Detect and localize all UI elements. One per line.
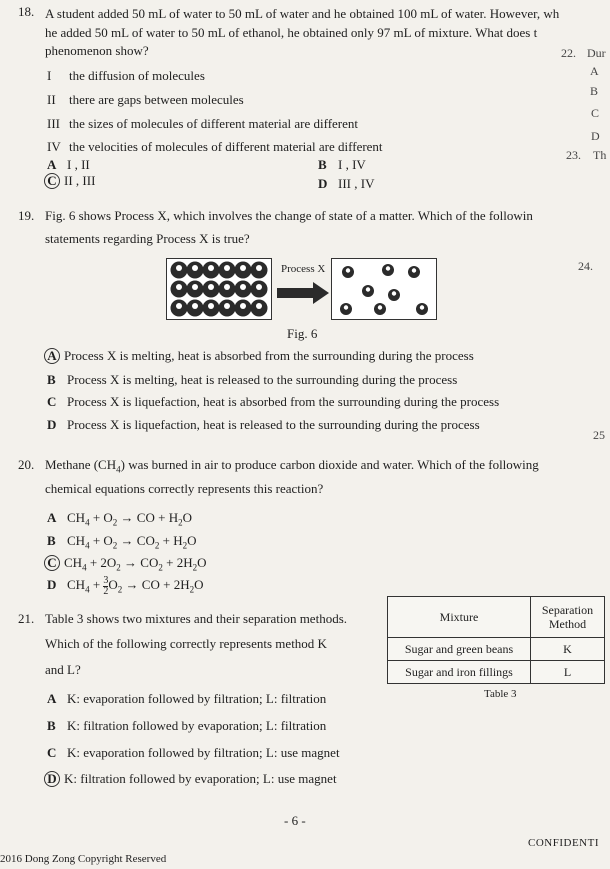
header-separation-method: Separation Method (531, 597, 605, 638)
option-label-circled: D (44, 771, 60, 787)
option-text: Process X is melting, heat is absorbed from the surrounding during the process (64, 348, 474, 363)
option-label: A (47, 510, 57, 525)
table-3-caption: Table 3 (484, 688, 517, 700)
q18-statement-4 (47, 139, 383, 155)
particle-row-2 (171, 281, 267, 297)
table-header-row (388, 597, 605, 638)
option-text: II , III (64, 173, 96, 188)
solid-particles-diagram (167, 259, 271, 319)
q19-text-line2: statements regarding Process X is true? (45, 231, 250, 246)
q18-option-a[interactable] (47, 157, 90, 173)
q19-option-c[interactable] (47, 394, 499, 410)
q18-option-b[interactable] (318, 157, 366, 173)
option-label-circled: C (44, 173, 60, 189)
option-text: I , IV (338, 157, 366, 172)
q22-option-b: B (590, 84, 599, 98)
q20-option-c[interactable] (46, 555, 206, 573)
q20-option-d[interactable] (47, 576, 203, 597)
q18-option-d[interactable] (318, 176, 374, 192)
q20-text-line2: chemical equations correctly represents this reaction? (45, 481, 324, 496)
q21-text-line3: and L? (45, 662, 81, 677)
q18-text-line3: phenomenon show? (45, 43, 149, 58)
option-label: C (47, 394, 57, 409)
q18-statement-2 (47, 92, 244, 108)
q21-option-c[interactable] (47, 745, 340, 761)
option-label: B (47, 718, 56, 733)
statement-text: the diffusion of molecules (69, 68, 205, 83)
statement-numeral: IV (47, 139, 61, 154)
separation-table (387, 596, 605, 684)
option-text: Process X is liquefaction, heat is released to the surrounding during the process (67, 417, 480, 432)
statement-numeral: III (47, 116, 60, 131)
q21-option-d[interactable] (46, 771, 337, 787)
q18-option-c[interactable] (46, 173, 95, 189)
q23-text: Th (593, 148, 607, 162)
cell-method: L (531, 661, 605, 684)
q18-statement-1 (47, 68, 205, 84)
q18-text-line2: he added 50 mL of water to 50 mL of ethanol, he obtained only 97 mL of mixture. What does t (45, 25, 538, 40)
q21-number: 21. (18, 611, 35, 626)
option-label: B (47, 533, 56, 548)
statement-numeral: II (47, 92, 56, 107)
equation-b: $CH_4 + O_2 \to CO_2 + H_2O$ (67, 533, 197, 551)
option-label: A (47, 157, 57, 172)
q19-option-a[interactable] (46, 348, 474, 364)
table-row (388, 661, 605, 684)
option-text: Process X is melting, heat is released to the surrounding during the process (67, 372, 458, 387)
q22-text: Dur (587, 46, 606, 60)
q23-number: 23. (566, 148, 581, 162)
q19-text-line1: Fig. 6 shows Process X, which involves the change of state of a matter. Which of the followin (45, 208, 533, 223)
q21-option-a[interactable] (47, 691, 326, 707)
process-arrow-icon (277, 282, 329, 304)
q20-option-b[interactable] (47, 533, 196, 551)
table-row (388, 638, 605, 661)
fig-6-caption: Fig. 6 (287, 326, 318, 341)
copyright-notice: 2016 Dong Zong Copyright Reserved (0, 853, 167, 865)
q18-text-line1: A student added 50 mL of water to 50 mL of water and he obtained 100 mL of water. However, wh (45, 6, 560, 21)
q22-option-c: C (591, 106, 600, 120)
q18-statement-3 (47, 116, 358, 132)
equation-a: $CH_4 + O_2$ → CO + $H_2O$ (67, 510, 192, 528)
solid-particles-box (166, 258, 272, 320)
option-label: B (47, 372, 56, 387)
equation-c: $CH_4 + 2O_2 \to CO_2 + 2H_2O$ (64, 555, 207, 573)
q19-option-b[interactable] (47, 372, 457, 388)
option-label: C (47, 745, 57, 760)
q24-number: 24. (578, 259, 593, 273)
q19-number: 19. (18, 208, 35, 223)
option-label-circled: A (44, 348, 60, 364)
confidential-stamp: CONFIDENTI (528, 837, 599, 849)
q22-number: 22. (561, 46, 576, 60)
q22-option-d: D (591, 129, 600, 143)
option-text: K: filtration followed by evaporation; L: filtration (67, 718, 327, 733)
option-text: K: evaporation followed by filtration; L: filtration (67, 691, 327, 706)
gas-particles-diagram (332, 259, 436, 319)
q20-option-a[interactable] (47, 510, 192, 528)
q19-option-d[interactable] (47, 417, 480, 433)
option-text: III , IV (338, 176, 375, 191)
q20-text-line1: Methane $(CH_4)$ was burned in air to produce carbon dioxide and water. Which of the following (45, 457, 539, 475)
option-label: D (318, 176, 328, 191)
cell-method: K (531, 638, 605, 661)
gas-particles-box (331, 258, 437, 320)
statement-text: there are gaps between molecules (69, 92, 244, 107)
q22-option-a: A (590, 64, 599, 78)
statement-text: the sizes of molecules of different material are different (69, 116, 359, 131)
q21-text-line1: Table 3 shows two mixtures and their separation methods. (45, 611, 348, 626)
q20-number: 20. (18, 457, 35, 472)
option-label: A (47, 691, 57, 706)
option-text: K: evaporation followed by filtration; L: use magnet (67, 745, 340, 760)
option-text: K: filtration followed by evaporation; L: use magnet (64, 771, 337, 786)
particle-row-3 (171, 300, 267, 316)
q18-number: 18. (18, 4, 35, 19)
statement-text: the velocities of molecules of different material are different (69, 139, 383, 154)
q21-text-line2: Which of the following correctly represents method K (45, 636, 327, 651)
page-number: - 6 - (284, 813, 306, 828)
header-mixture: Mixture (388, 597, 531, 638)
particle-row-1 (171, 262, 267, 278)
cell-mixture: Sugar and green beans (388, 638, 531, 661)
q21-option-b[interactable] (47, 718, 326, 734)
option-label: B (318, 157, 327, 172)
option-label: D (47, 417, 57, 432)
process-x-label: Process X (281, 263, 326, 275)
option-label: D (47, 577, 57, 593)
option-text: I , II (67, 157, 90, 172)
equation-d: $CH_4$ + $\frac{3}{2}$ $O_2$ → CO + $2H_2O$ (67, 575, 204, 597)
q25-number: 25 (593, 428, 605, 442)
option-label-circled: C (44, 555, 60, 571)
cell-mixture: Sugar and iron fillings (388, 661, 531, 684)
option-text: Process X is liquefaction, heat is absorbed from the surrounding during the process (67, 394, 500, 409)
statement-numeral: I (47, 68, 52, 83)
